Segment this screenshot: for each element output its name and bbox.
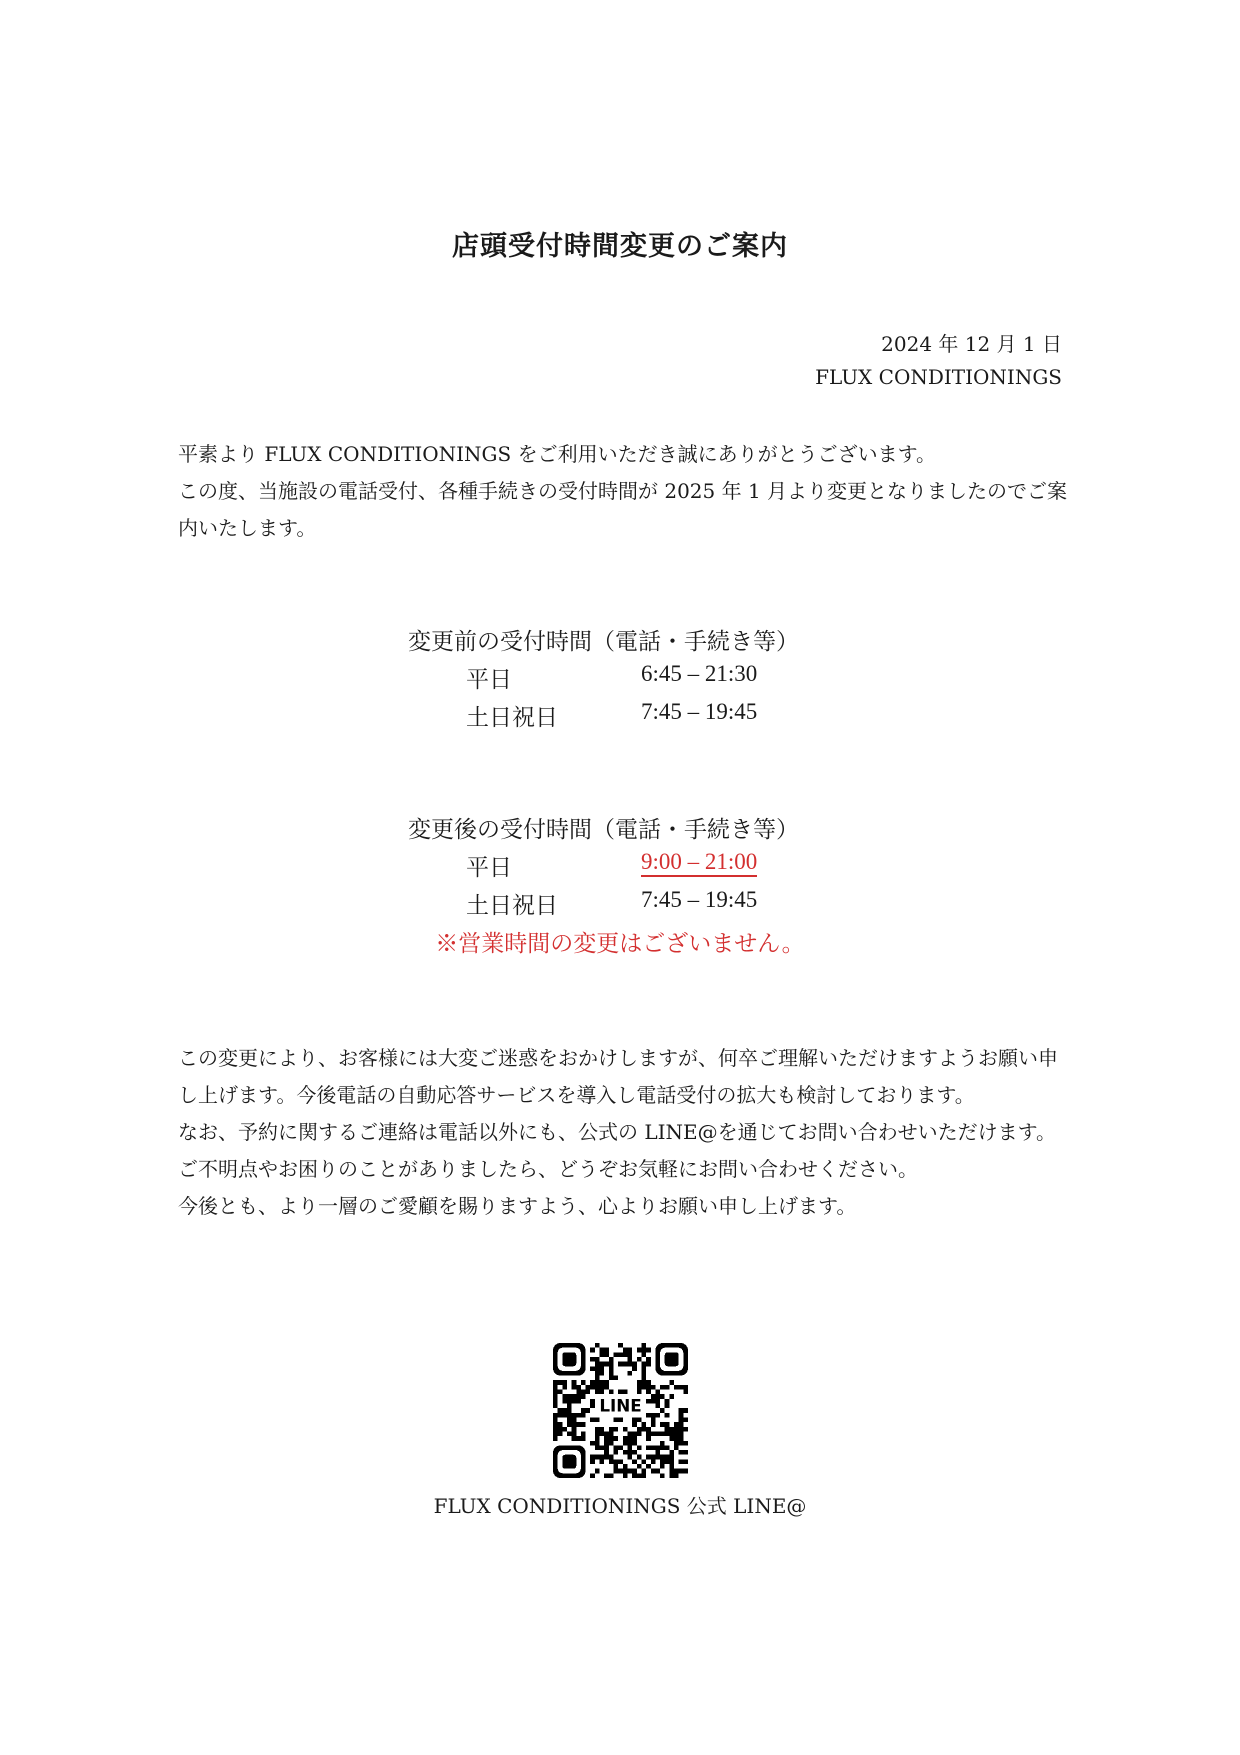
intro-line-1: 平素より FLUX CONDITIONINGS をご利用いただき誠にありがとうございます。	[178, 442, 936, 466]
before-holiday-time: 7:45 – 19:45	[641, 699, 758, 724]
body-line-3: 今後とも、より一層のご愛顧を賜りますよう、心よりお願い申し上げます。	[178, 1194, 857, 1218]
qr-finder-top-right	[655, 1343, 688, 1376]
body-paragraph	[178, 1040, 1068, 1225]
before-heading: 変更前の受付時間（電話・手続き等）	[408, 629, 799, 655]
company-name: FLUX CONDITIONINGS	[815, 365, 1062, 389]
after-weekday-label: 平日	[466, 855, 512, 881]
intro-line-2: この度、当施設の電話受付、各種手続きの受付時間が 2025 年 1 月より変更となりましたのでご案内いたします。	[178, 479, 1068, 540]
body-line-2: なお、予約に関するご連絡は電話以外にも、公式の LINE@を通じてお問い合わせいただけます。ご不明点やお困りのことがありましたら、どうぞお気軽にお問い合わせください。	[178, 1120, 1057, 1181]
after-weekday-time: 9:00 – 21:00	[641, 849, 757, 877]
after-holiday-label: 土日祝日	[466, 893, 558, 919]
intro-paragraph	[178, 436, 1068, 547]
qr-finder-bottom-left	[553, 1445, 586, 1478]
issue-date: 2024 年 12 月 1 日	[881, 332, 1062, 356]
before-holiday-label: 土日祝日	[466, 705, 558, 731]
qr-caption: FLUX CONDITIONINGS 公式 LINE@	[433, 1494, 807, 1518]
page-title: 店頭受付時間変更のご案内	[452, 231, 788, 262]
after-heading: 変更後の受付時間（電話・手続き等）	[408, 817, 799, 843]
line-logo-text: LINE	[599, 1395, 642, 1416]
after-holiday-time: 7:45 – 19:45	[641, 887, 758, 912]
qr-finder-top-left	[553, 1343, 586, 1376]
before-weekday-label: 平日	[466, 667, 512, 693]
before-weekday-time: 6:45 – 21:30	[641, 661, 758, 686]
body-line-1: この変更により、お客様には大変ご迷惑をおかけしますが、何卒ご理解いただけますようお願い申し上げます。今後電話の自動応答サービスを導入し電話受付の拡大も検討しております。	[178, 1046, 1058, 1107]
line-qr-code[interactable]	[553, 1343, 688, 1478]
hours-unchanged-note: ※営業時間の変更はございません。	[435, 931, 805, 957]
